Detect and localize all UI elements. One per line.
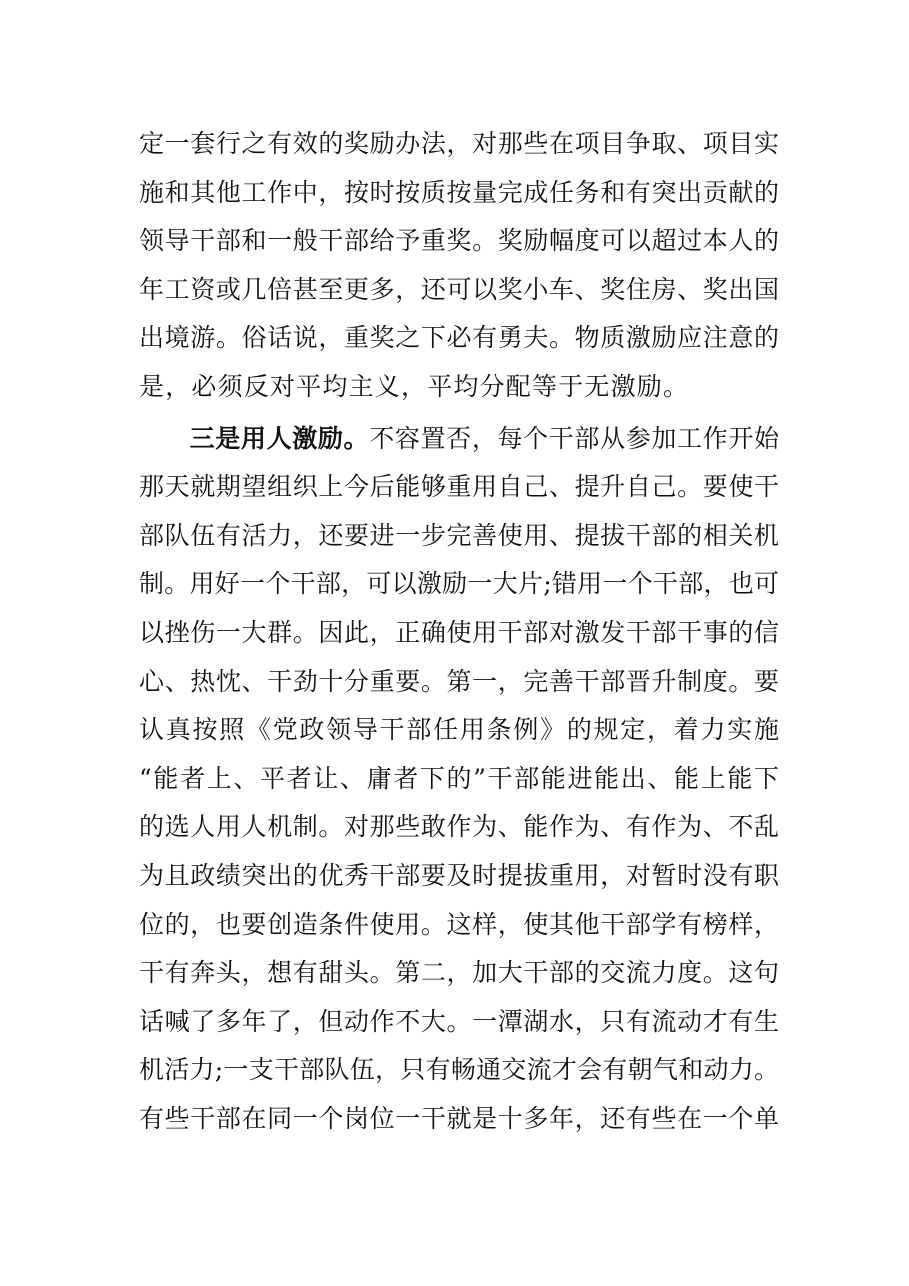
text-line: 定一套行之有效的奖励办法，对那些在项目争取、项目实 [139,129,779,158]
paragraph-1 [139,120,779,412]
text-line: 为且政绩突出的优秀干部要及时提拔重用，对暂时没有职 [139,860,779,890]
section-lead-heading: 三是用人激励。 [189,423,370,453]
text-line: 机活力;一支干部队伍，只有畅通交流才会有朝气和动力。 [139,1055,779,1085]
text-line: 话喊了多年了，但动作不大。一潭湖水，只有流动才有生 [139,1006,779,1036]
text-line: “能者上、平者让、庸者下的”干部能进能出、能上能下 [139,763,779,793]
text-line: 施和其他工作中，按时按质按量完成任务和有突出贡献的 [139,177,779,207]
text-line: 是，必须反对平均主义，平均分配等于无激励。 [139,371,690,401]
text-line-rest: 不容置否，每个干部从参加工作开始 [369,423,779,453]
text-line-first [139,415,779,464]
text-line: 出境游。俗话说，重奖之下必有勇夫。物质激励应注意的 [139,323,779,353]
text-line: 认真按照《党政领导干部任用条例》的规定，着力实施 [139,715,779,745]
text-line: 领导干部和一般干部给予重奖。奖励幅度可以超过本人的 [139,226,779,256]
text-line: 那天就期望组织上今后能够重用自己、提升自己。要使干 [139,472,779,502]
text-line: 年工资或几倍甚至更多，还可以奖小车、奖住房、奖出国 [139,274,779,304]
text-line: 位的，也要创造条件使用。这样，使其他干部学有榜样， [139,909,779,939]
body-text [139,120,779,1143]
text-line: 的选人用人机制。对那些敢作为、能作为、有作为、不乱 [139,812,779,842]
text-line: 有些干部在同一个岗位一干就是十多年，还有些在一个单 [139,1103,779,1133]
text-line: 干有奔头，想有甜头。第二，加大干部的交流力度。这句 [139,958,779,988]
text-line: 心、热忱、干劲十分重要。第一，完善干部晋升制度。要 [139,666,779,696]
text-line: 制。用好一个干部，可以激励一大片;错用一个干部，也可 [139,569,779,599]
paragraph-2 [139,415,779,1144]
text-line: 部队伍有活力，还要进一步完善使用、提拔干部的相关机 [139,520,779,550]
text-line: 以挫伤一大群。因此，正确使用干部对激发干部干事的信 [139,617,779,647]
